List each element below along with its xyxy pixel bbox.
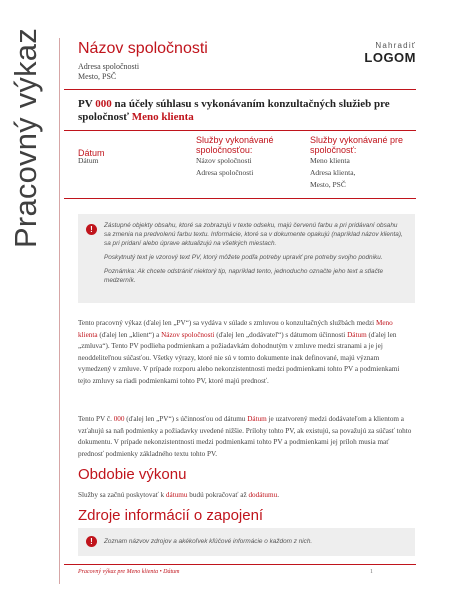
tip-paragraph: Poskytnutý text je vzorový text PV, ktorý môžete podľa potreby upraviť pre potreby svojho podniku.	[104, 254, 383, 261]
services-by-company-address[interactable]: Adresa spoločnosti	[196, 168, 254, 177]
pv-client-name[interactable]: Meno klienta	[131, 111, 194, 123]
services-by-heading: Služby vykonávané spoločnosťou:	[196, 135, 274, 155]
exclamation-icon: !	[86, 224, 97, 235]
tip-paragraph: Poznámka: Ak chcete odstrániť niektorý tip, napríklad tento, jednoducho označte jeho text a stlačte medzerník.	[104, 268, 384, 284]
services-for-column	[310, 155, 415, 191]
end-date-placeholder[interactable]: dodátumu	[248, 491, 278, 499]
company-address	[78, 62, 139, 82]
vertical-title-text: Pracovný výkaz	[8, 28, 43, 248]
resources-tip-text[interactable]: Zoznam názvov zdrojov a akékoľvek kľúčové informácie o každom z nich.	[104, 538, 313, 545]
effective-date-placeholder[interactable]: Dátum	[247, 415, 267, 423]
footer-rule	[64, 564, 416, 565]
performance-period-text[interactable]	[78, 490, 413, 502]
tip-box	[78, 214, 415, 303]
vertical-document-title	[2, 20, 50, 256]
company-address-line[interactable]: Adresa spoločnosti	[78, 62, 140, 71]
intro-text: (ďalej len „dodávateľ“) s dátumom účinnosti	[214, 330, 348, 339]
title-rule	[64, 130, 416, 131]
tip-text[interactable]	[104, 221, 404, 290]
pv-number[interactable]: 000	[95, 98, 112, 110]
start-date-placeholder[interactable]: dátumu	[165, 491, 188, 499]
columns-rule	[64, 198, 416, 199]
client-name-placeholder[interactable]: Meno klienta	[78, 319, 393, 339]
company-city-line[interactable]: Mesto, PSČ	[78, 72, 117, 81]
tip-paragraph: Zástupné objekty obsahu, ktoré sa zobrazujú v texte odseku, majú červenú farbu a pri pridávaní obsahu sa zmenia na predvolenú farbu textu. Informácie, ktoré sa v dokumente opakujú (napríklad názov klienta), sa pri pridaní alebo úprave aktualizujú na všetkých miestach.	[104, 222, 403, 247]
sow-text: je uzatvorený medzi dodávateľom a klientom a vzťahujú sa naň podmienky a požiadavky uvedené nižšie. Prílohy tohto PV, ak existujú, sa považujú za súčasť tohto dokumentu. V prípade nekonzistentnosti medzi podmienkami tohto PV a podmienkami jej príloh musia mať prednosť podmienky základného textu tohto PV.	[78, 415, 412, 458]
intro-text: (ďalej len „zmluva“). Tento PV podlieha podmienkam a požiadavkám dohodnutým v zmluve medzi stranami a je jej neoddeliteľnou súčasťou. Všetky výrazy, ktoré nie sú v tomto dokumente inak definované, majú význam vymedzený v zmluve. V prípade rozporu alebo nekonzistentnosti medzi podmienkami tohto PV a podmienkami tejto zmluvy sa riadi podmienkami tohto PV, ktoré majú prednosť.	[78, 330, 400, 385]
logo-small-text: Nahradiť	[375, 41, 416, 50]
logo-big-text: LOGOM	[364, 50, 416, 65]
sidebar-divider	[59, 38, 60, 584]
period-text: budú pokračovať až	[187, 491, 249, 499]
sow-paragraph[interactable]	[78, 414, 413, 460]
sow-text: Tento PV č.	[78, 415, 114, 423]
pv-title-middle: na účely súhlasu s vykonávaním konzultačných služieb pre spoločnosť	[78, 98, 390, 123]
pv-title-prefix: PV	[78, 98, 96, 110]
company-name-placeholder[interactable]: Názov spoločnosti	[161, 330, 215, 339]
date-column	[78, 155, 178, 167]
client-city-value[interactable]: Mesto, PSČ	[310, 180, 346, 189]
footer-text: Pracovný výkaz pre Meno klienta • Dátum	[78, 569, 180, 575]
section-heading-performance-period: Obdobie výkonu	[78, 466, 187, 483]
logo-placeholder[interactable]	[356, 41, 416, 65]
services-by-company-name[interactable]: Názov spoločnosti	[196, 156, 252, 165]
client-address-value[interactable]: Adresa klienta,	[310, 168, 356, 177]
client-name-value[interactable]: Meno klienta	[310, 156, 350, 165]
period-text: Služby sa začnú poskytovať k	[78, 491, 166, 499]
exclamation-icon: !	[86, 536, 97, 547]
page-number: 1	[370, 569, 373, 575]
section-heading-engagement-resources: Zdroje informácií o zapojení	[78, 507, 264, 524]
date-value[interactable]: Dátum	[78, 156, 99, 165]
services-by-column	[196, 155, 296, 179]
date-placeholder[interactable]: Dátum	[347, 330, 367, 339]
pv-number-placeholder[interactable]: 000	[113, 415, 125, 423]
intro-text: (ďalej len „klient“) a	[97, 330, 162, 339]
date-column-heading: Dátum	[78, 148, 105, 158]
header-rule	[64, 89, 416, 90]
intro-paragraph[interactable]	[78, 318, 413, 387]
period-text: .	[277, 491, 279, 499]
company-name[interactable]: Názov spoločnosti	[78, 40, 208, 57]
pv-title[interactable]	[78, 98, 413, 124]
resources-tip-box	[78, 528, 415, 556]
services-for-heading: Služby vykonávané pre spoločnosť:	[310, 135, 404, 155]
intro-text: Tento pracovný výkaz (ďalej len „PV“) sa vydáva v súlade s zmluvou o konzultačných službách medzi	[78, 319, 376, 327]
sow-text: (ďalej len „PV“) s účinnosťou od dátumu	[124, 415, 248, 423]
